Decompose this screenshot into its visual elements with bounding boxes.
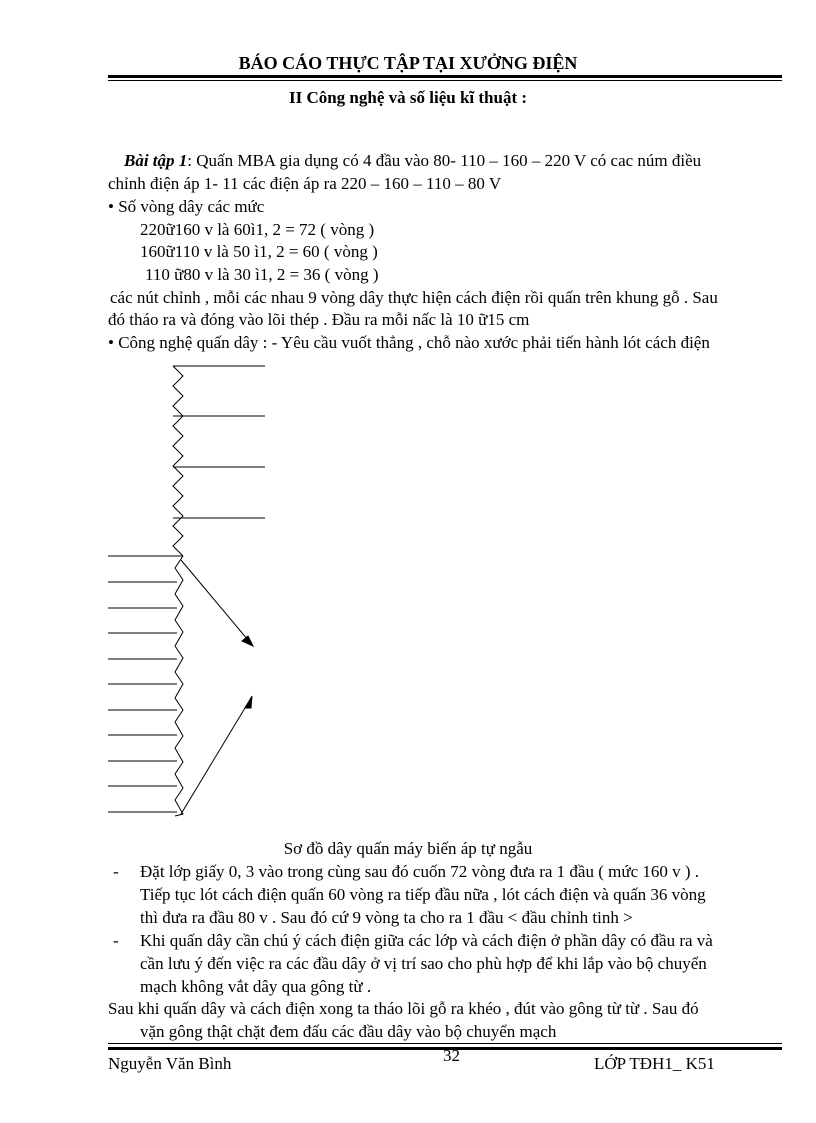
- report-header-title: BÁO CÁO THỰC TẬP TẠI XƯỞNG ĐIỆN: [238, 53, 578, 73]
- diagram-caption: Sơ đồ dây quấn máy biến áp tự ngẫu: [283, 839, 533, 858]
- arrow-down-head: [242, 636, 253, 646]
- bullet-turns: • Số vòng dây các mức: [108, 197, 265, 216]
- step-2-line3: mạch không vắt dây qua gông từ .: [140, 977, 372, 996]
- coil-zigzag-upper: [173, 366, 183, 556]
- arrows: [181, 560, 253, 814]
- step-2-dash: -: [113, 931, 119, 950]
- upper-tap-leads: [173, 366, 265, 518]
- step-1-line1: Đặt lớp giấy 0, 3 vào trong cùng sau đó cuốn 72 vòng đưa ra 1 đầu ( mức 160 v ) .: [140, 862, 700, 881]
- footer-author: Nguyễn Văn Bình: [108, 1054, 232, 1073]
- lower-leads: [108, 556, 183, 812]
- exercise-label: Bài tập 1: [124, 151, 188, 170]
- footer-page-number: 32: [443, 1046, 460, 1065]
- section-title: II Công nghệ và số liệu kĩ thuật :: [288, 88, 528, 107]
- bullet-winding-tech: • Công nghệ quấn dây : - Yêu cầu vuốt thẳng , chỗ nào xước phải tiến hành lót cách điện: [108, 333, 710, 352]
- footer-rule-thin: [108, 1043, 782, 1044]
- closing-line1: Sau khi quấn dây và cách điện xong ta tháo lõi gỗ ra khéo , đút vào gông từ từ . Sau đó: [108, 999, 699, 1018]
- arrow-down-line: [181, 560, 248, 640]
- step-1-dash: -: [113, 862, 119, 881]
- closing-line2: vặn gông thật chặt đem đấu các đầu dây vào bộ chuyển mạch: [140, 1022, 557, 1041]
- turns-level-2: 160ữ110 v là 50 ì1, 2 = 60 ( vòng ): [140, 242, 378, 261]
- step-1-line3: thì đưa ra đầu 80 v . Sau đó cứ 9 vòng ta cho ra 1 đầu < đầu chỉnh tinh >: [140, 908, 633, 927]
- arrow-up-head: [245, 696, 252, 708]
- exercise-text: : Quấn MBA gia dụng có 4 đầu vào 80- 110 – 160 – 220 V có cac núm điều: [187, 151, 702, 170]
- turns-level-3: 110 ữ80 v là 30 ì1, 2 = 36 ( vòng ): [145, 265, 379, 284]
- coil-zigzag-lower: [175, 556, 183, 816]
- turns-level-1: 220ữ160 v là 60ì1, 2 = 72 ( vòng ): [140, 220, 375, 239]
- step-2-line2: cần lưu ý đến việc ra các đầu dây ở vị trí sao cho phù hợp để khi lắp vào bộ chuyển: [140, 954, 707, 973]
- step-2-line1: Khi quấn dây cần chú ý cách điện giữa các lớp và cách điện ở phần dây có đầu ra và: [140, 931, 713, 950]
- paragraph-line2: đó tháo ra và đóng vào lõi thép . Đầu ra mỗi nấc là 10 ữ15 cm: [108, 310, 530, 329]
- footer-class: LỚP TĐH1_ K51: [594, 1054, 715, 1073]
- step-1-line2: Tiếp tục lót cách điện quấn 60 vòng ra tiếp đầu nữa , lót cách điện và quấn 36 vòng: [140, 885, 706, 904]
- paragraph-line1: các nút chỉnh , mỗi các nhau 9 vòng dây thực hiện cách điện rồi quấn trên khung gỗ . Sau: [110, 288, 718, 307]
- arrow-up-line: [181, 703, 248, 814]
- exercise-intro-line2: chỉnh điện áp 1- 11 các điện áp ra 220 – 160 – 110 – 80 V: [108, 174, 502, 193]
